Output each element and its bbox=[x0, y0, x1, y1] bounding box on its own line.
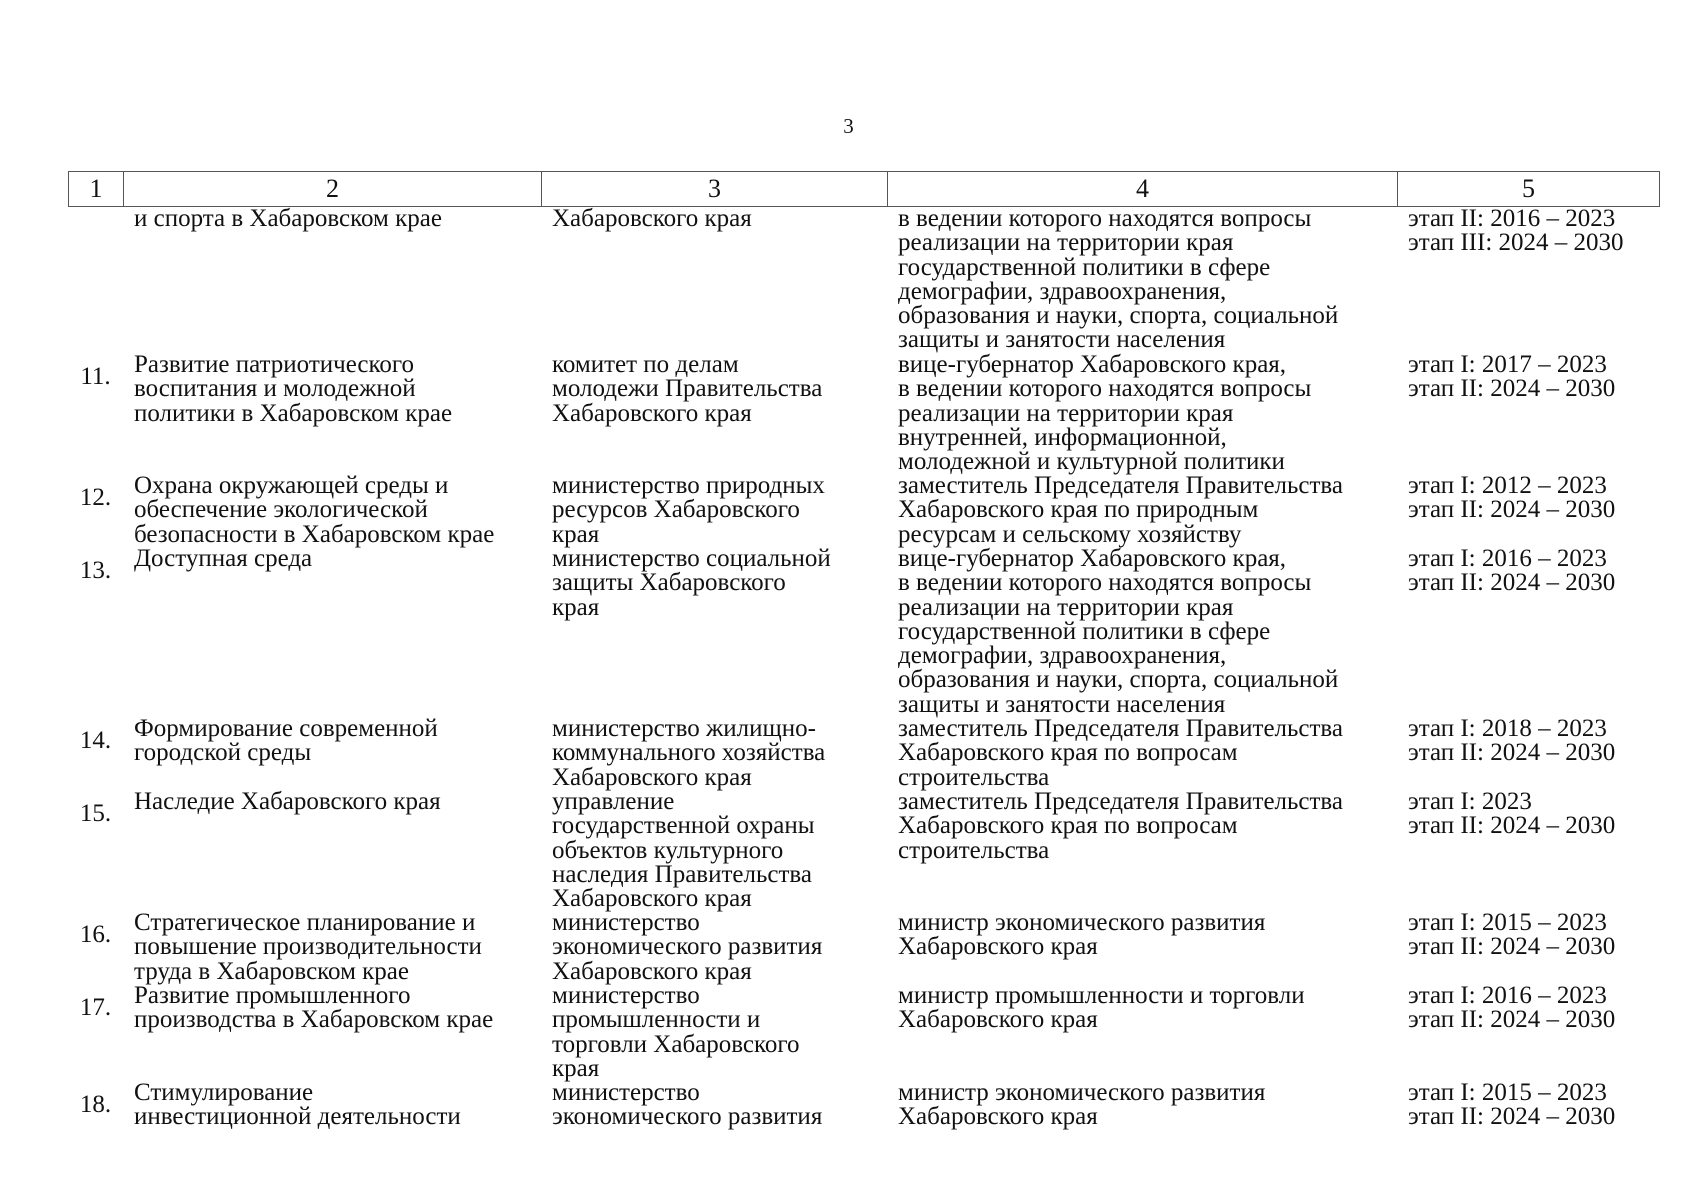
program-name: Стимулирование инвестиционной деятельности bbox=[134, 1079, 461, 1131]
header-cell-3: 3 bbox=[541, 172, 887, 206]
header-cell-2: 2 bbox=[123, 172, 541, 206]
stages: этап I: 2012 – 2023 этап II: 2024 – 2030 bbox=[1408, 472, 1616, 524]
row-number: 15. bbox=[79, 800, 112, 827]
curator: заместитель Председателя Правительства Хабаровского края по вопросам строительства bbox=[898, 788, 1344, 864]
stages: этап I: 2015 – 2023 этап II: 2024 – 2030 bbox=[1408, 1079, 1616, 1131]
program-name: Стратегическое планирование и повышение производительности труда в Хабаровском крае bbox=[134, 909, 482, 985]
program-name: Развитие патриотического воспитания и молодежной политики в Хабаровском крае bbox=[134, 351, 453, 427]
row-number: 14. bbox=[79, 727, 112, 754]
curator: министр промышленности и торговли Хабаровского края bbox=[898, 982, 1305, 1034]
responsible-executor: министерство социальной защиты Хабаровского края bbox=[552, 545, 831, 621]
curator: вице-губернатор Хабаровского края, в ведении которого находятся вопросы реализации на территории края внутренней, информационной, молодежной и культурной политики bbox=[898, 351, 1312, 476]
table-row bbox=[68, 1081, 1660, 1141]
curator: министр экономического развития Хабаровского края bbox=[898, 909, 1266, 961]
responsible-executor: министерство природных ресурсов Хабаровского края bbox=[552, 472, 825, 548]
stages: этап I: 2023 этап II: 2024 – 2030 bbox=[1408, 788, 1616, 840]
curator: заместитель Председателя Правительства Хабаровского края по природным ресурсам и сельскому хозяйству bbox=[898, 472, 1344, 548]
table-row bbox=[68, 474, 1660, 547]
curator: в ведении которого находятся вопросы реализации на территории края государственной политики в сфере демографии, здравоохранения, образования и науки, спорта, социальной защиты и занятости населения bbox=[898, 205, 1339, 354]
row-number: 11. bbox=[80, 363, 111, 390]
program-name: и спорта в Хабаровском крае bbox=[134, 205, 442, 232]
table-header-row bbox=[68, 171, 1660, 207]
responsible-executor: Хабаровского края bbox=[552, 205, 752, 232]
responsible-executor: министерство экономического развития bbox=[552, 1079, 823, 1131]
stages: этап I: 2016 – 2023 этап II: 2024 – 2030 bbox=[1408, 982, 1616, 1034]
table-row bbox=[68, 547, 1660, 717]
responsible-executor: министерство экономического развития Хабаровского края bbox=[552, 909, 823, 985]
stages: этап II: 2016 – 2023 этап III: 2024 – 2030 bbox=[1408, 205, 1624, 257]
row-number: 16. bbox=[79, 921, 112, 948]
curator: министр экономического развития Хабаровского края bbox=[898, 1079, 1266, 1131]
responsible-executor: комитет по делам молодежи Правительства Хабаровского края bbox=[552, 351, 823, 427]
stages: этап I: 2017 – 2023 этап II: 2024 – 2030 bbox=[1408, 351, 1616, 403]
programs-table bbox=[68, 171, 1660, 1141]
table-row bbox=[68, 717, 1660, 790]
table-row bbox=[68, 911, 1660, 984]
responsible-executor: министерство жилищно- коммунального хозяйства Хабаровского края bbox=[552, 715, 826, 791]
row-number: 18. bbox=[79, 1091, 112, 1118]
row-number bbox=[68, 207, 123, 353]
stages: этап I: 2018 – 2023 этап II: 2024 – 2030 bbox=[1408, 715, 1616, 767]
page-number: 3 bbox=[843, 114, 854, 138]
program-name: Доступная среда bbox=[134, 545, 313, 572]
program-name: Наследие Хабаровского края bbox=[134, 788, 441, 815]
table-row bbox=[68, 353, 1660, 474]
table-row bbox=[68, 207, 1660, 353]
stages: этап I: 2015 – 2023 этап II: 2024 – 2030 bbox=[1408, 909, 1616, 961]
stages: этап I: 2016 – 2023 этап II: 2024 – 2030 bbox=[1408, 545, 1616, 597]
row-number: 12. bbox=[79, 484, 112, 511]
row-number: 17. bbox=[79, 994, 112, 1021]
program-name: Развитие промышленного производства в Хабаровском крае bbox=[134, 982, 494, 1034]
header-cell-5: 5 bbox=[1397, 172, 1660, 206]
header-cell-1: 1 bbox=[68, 172, 123, 206]
curator: вице-губернатор Хабаровского края, в ведении которого находятся вопросы реализации на территории края государственной политики в сфере демографии, здравоохранения, образования и науки, спорта, социальной защиты и занятости населения bbox=[898, 545, 1339, 718]
table-row bbox=[68, 790, 1660, 911]
program-name: Формирование современной городской среды bbox=[134, 715, 438, 767]
responsible-executor: управление государственной охраны объектов культурного наследия Правительства Хабаровского края bbox=[552, 788, 815, 913]
table-row bbox=[68, 984, 1660, 1081]
row-number: 13. bbox=[79, 557, 112, 584]
program-name: Охрана окружающей среды и обеспечение экологической безопасности в Хабаровском крае bbox=[134, 472, 495, 548]
responsible-executor: министерство промышленности и торговли Хабаровского края bbox=[552, 982, 800, 1082]
header-cell-4: 4 bbox=[887, 172, 1397, 206]
curator: заместитель Председателя Правительства Хабаровского края по вопросам строительства bbox=[898, 715, 1344, 791]
